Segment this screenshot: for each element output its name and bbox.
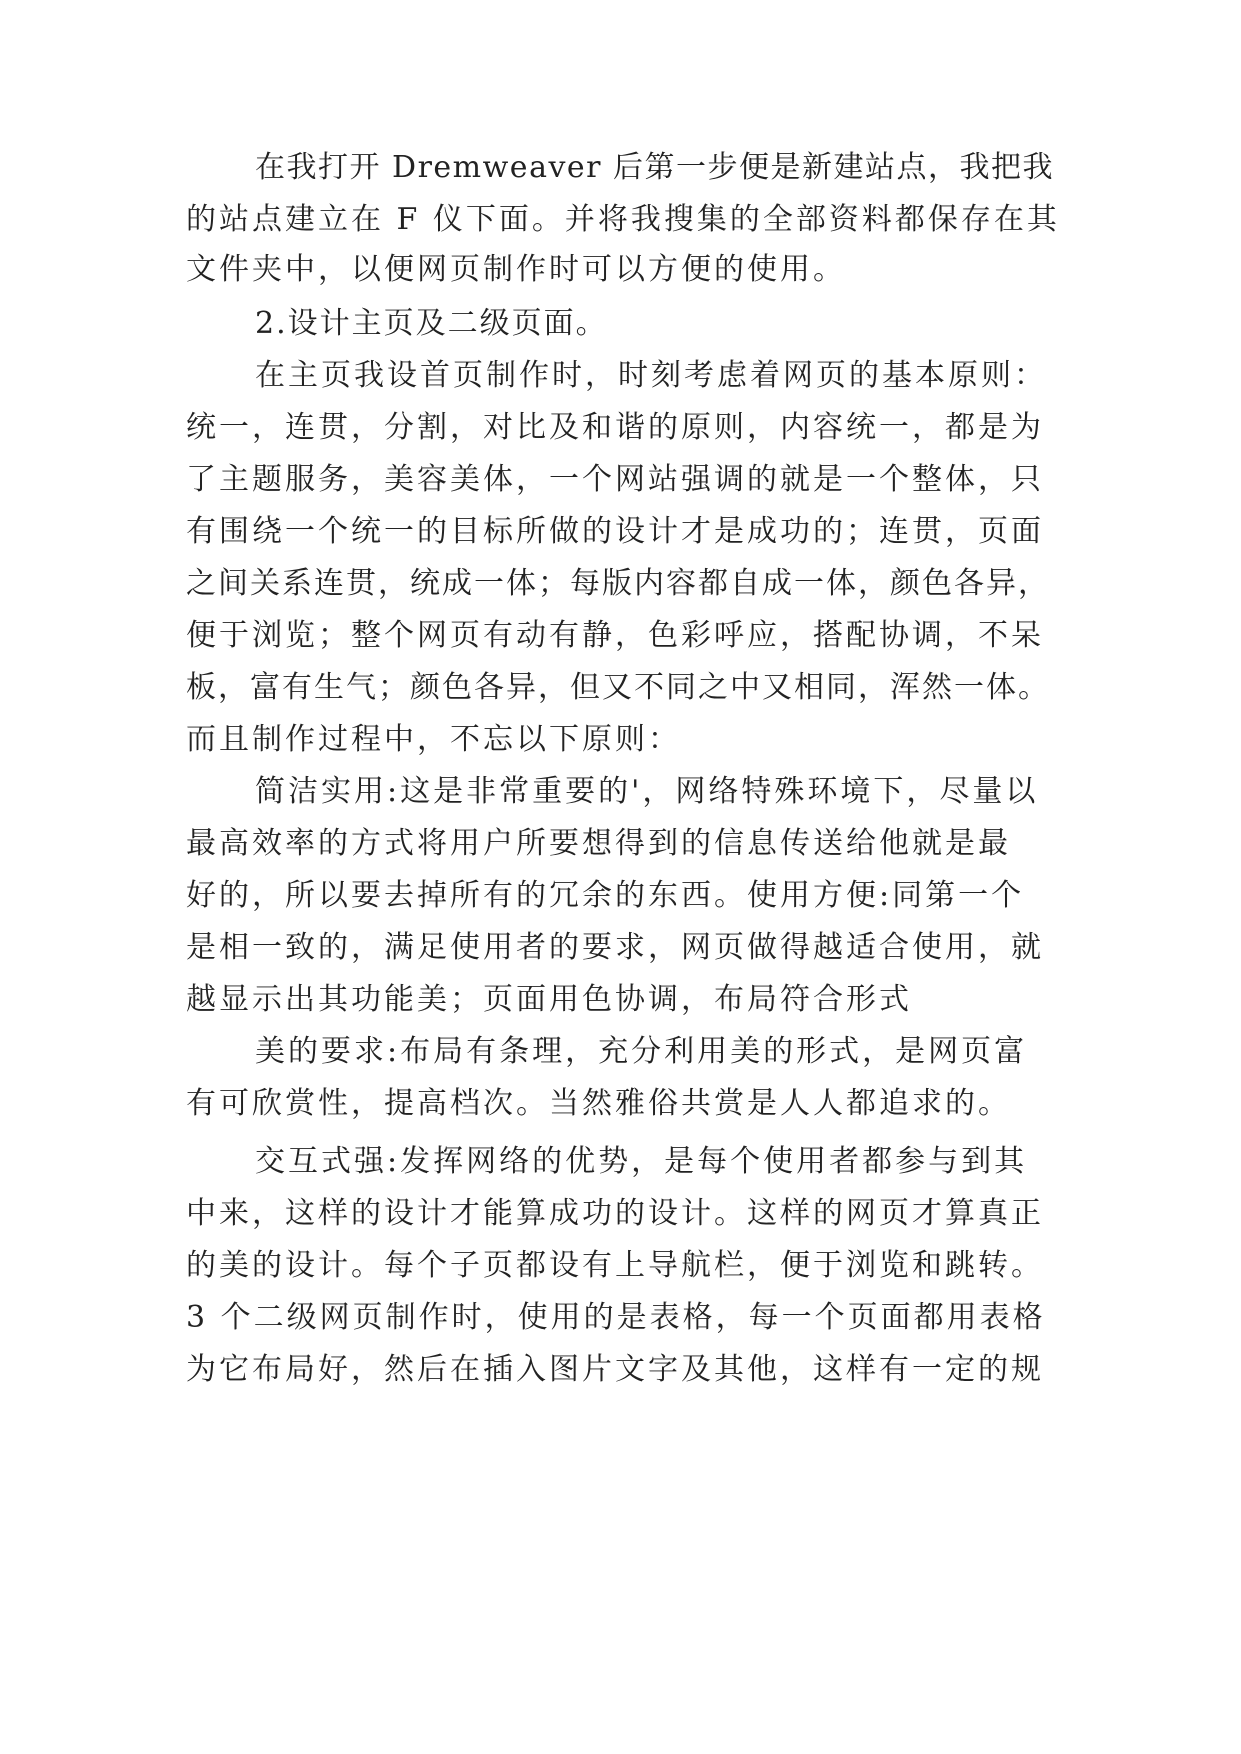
text-line: 是相一致的，满足使用者的要求，网页做得越适合使用，就 [186,930,1044,965]
text-line: 好的，所以要去掉所有的冗余的东西。使用方便:同第一个 [186,878,1025,913]
text-line: 的站点建立在 F 仪下面。并将我搜集的全部资料都保存在其 [186,202,1060,237]
text-line: 便于浏览；整个网页有动有静，色彩呼应，搭配协调，不呆 [186,618,1044,653]
text-line: 在主页我设首页制作时，时刻考虑着网页的基本原则： [255,358,1047,393]
text-line: 有围绕一个统一的目标所做的设计才是成功的；连贯，页面 [186,514,1044,549]
text-line: 了主题服务，美容美体，一个网站强调的就是一个整体，只 [186,462,1044,497]
text-line: 而且制作过程中，不忘以下原则： [186,722,681,757]
text-line: 之间关系连贯，统成一体；每版内容都自成一体，颜色各异， [186,566,1050,601]
text-line: 简洁实用:这是非常重要的'，网络特殊环境下，尽量以 [255,774,1039,809]
text-line: 板，富有生气；颜色各异，但又不同之中又相同，浑然一体。 [186,670,1050,705]
text-line: 3 个二级网页制作时，使用的是表格，每一个页面都用表格 [186,1300,1046,1335]
text-line: 统一，连贯，分割，对比及和谐的原则，内容统一，都是为 [186,410,1044,445]
text-line: 越显示出其功能美；页面用色协调，布局符合形式 [186,982,912,1017]
text-line: 的美的设计。每个子页都设有上导航栏，便于浏览和跳转。 [186,1248,1044,1283]
text-line: 中来，这样的设计才能算成功的设计。这样的网页才算真正 [186,1196,1044,1231]
text-line: 有可欣赏性，提高档次。当然雅俗共赏是人人都追求的。 [186,1086,1011,1121]
text-line: 为它布局好，然后在插入图片文字及其他，这样有一定的规 [186,1352,1044,1387]
section-heading: 2.设计主页及二级页面。 [255,306,608,341]
text-line: 美的要求:布局有条理，充分利用美的形式，是网页富 [255,1034,1028,1069]
text-line: 在我打开 Dremweaver 后第一步便是新建站点，我把我 [255,150,1055,185]
text-line: 交互式强:发挥网络的优势，是每个使用者都参与到其 [255,1144,1028,1179]
text-line: 最高效率的方式将用户所要想得到的信息传送给他就是最 [186,826,1011,861]
text-line: 文件夹中，以便网页制作时可以方便的使用。 [186,252,846,287]
